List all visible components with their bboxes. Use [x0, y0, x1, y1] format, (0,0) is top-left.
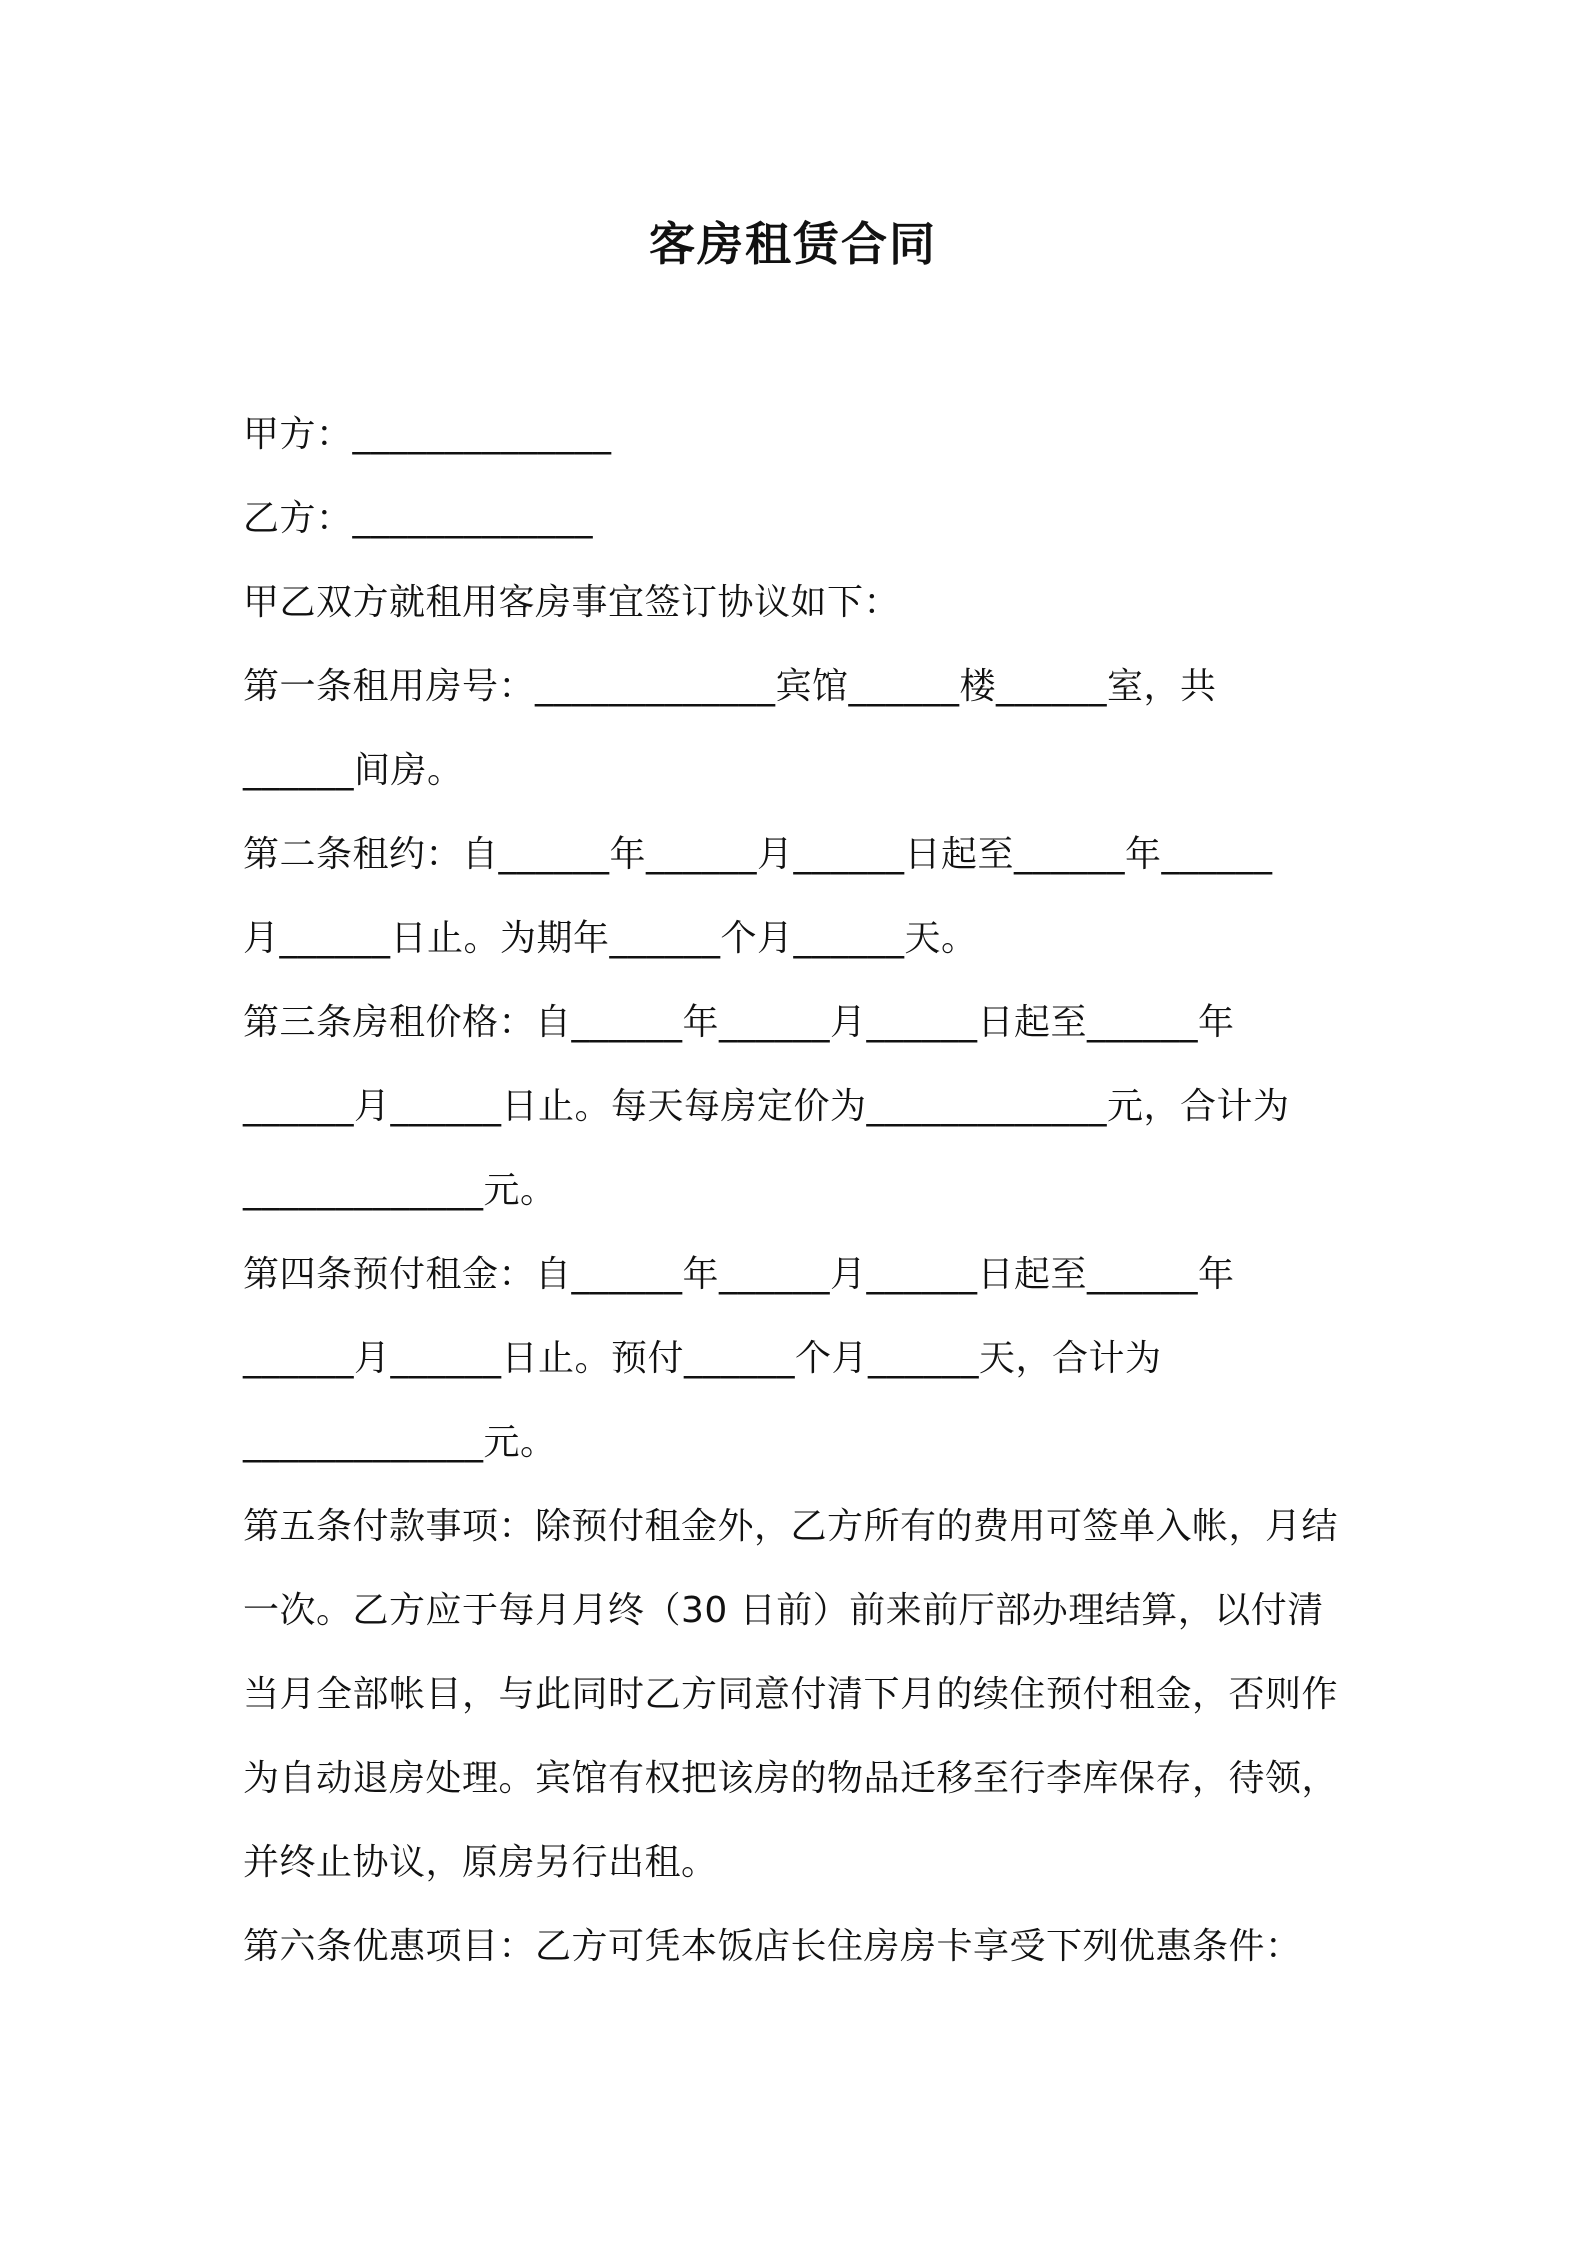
document-title: 客房租赁合同 — [649, 217, 937, 271]
party-a-line: 甲方：______________ — [243, 414, 612, 455]
party-b-line: 乙方：_____________ — [243, 498, 594, 539]
clause-1-line-1: 第一条租用房号：_____________宾馆______楼______室，共 — [243, 666, 1217, 707]
clause-3-line-3: _____________元。 — [243, 1170, 557, 1211]
clause-2-line-1: 第二条租约：自______年______月______日起至______年______ — [243, 834, 1273, 875]
clause-3-line-2: ______月______日止。每天每房定价为_____________元，合计为 — [243, 1086, 1290, 1127]
clause-5-line-3: 当月全部帐目，与此同时乙方同意付清下月的续住预付租金，否则作 — [243, 1674, 1339, 1715]
clause-5-line-5: 并终止协议，原房另行出租。 — [243, 1842, 718, 1883]
clause-4-line-1: 第四条预付租金：自______年______月______日起至______年 — [243, 1254, 1235, 1295]
clause-5-line-1: 第五条付款事项：除预付租金外，乙方所有的费用可签单入帐，月结 — [243, 1506, 1339, 1547]
clause-4-line-2: ______月______日止。预付______个月______天，合计为 — [243, 1338, 1162, 1379]
clause-5-line-4: 为自动退房处理。宾馆有权把该房的物品迁移至行李库保存，待领， — [243, 1758, 1339, 1799]
clause-6-line-1: 第六条优惠项目：乙方可凭本饭店长住房房卡享受下列优惠条件： — [243, 1926, 1302, 1967]
clause-2-line-2: 月______日止。为期年______个月______天。 — [243, 918, 978, 959]
clause-4-line-3: _____________元。 — [243, 1422, 557, 1463]
agreement-intro-line: 甲乙双方就租用客房事宜签订协议如下： — [243, 582, 901, 623]
clause-1-line-2: ______间房。 — [243, 750, 464, 791]
clause-3-line-1: 第三条房租价格：自______年______月______日起至______年 — [243, 1002, 1235, 1043]
clause-5-line-2: 一次。乙方应于每月月终（30 日前）前来前厅部办理结算，以付清 — [243, 1590, 1324, 1631]
